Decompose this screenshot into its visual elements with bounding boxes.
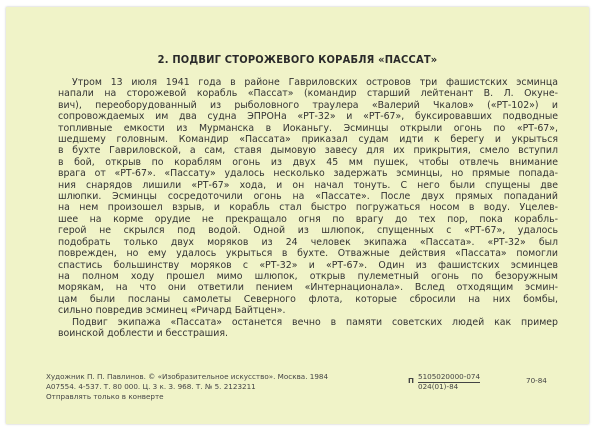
text-line: сильно повредив эсминец «Ричард Байтцен».	[58, 305, 286, 317]
imprint-artist: Художник П. П. Павлинов. © «Изобразительное искусство». Москва. 1984	[46, 372, 329, 381]
text-line: ния снарядов лишили «РТ-67» хода, и он начал тонуть. С него были спущены две	[58, 179, 558, 191]
text-line: цам были посланы самолеты Северного флота, которые сбросили на них бомбы,	[58, 293, 558, 305]
postcard	[6, 7, 589, 424]
text-line: шее на корме орудие не прекращало огня по врагу до тех пор, пока корабль-	[58, 213, 558, 225]
text-line: морякам, на что они ответили пением «Интернационала». Вслед отходящим эсмин-	[58, 282, 558, 294]
text-line: врага от «РТ-67». «Пассату» удалось несколько задержать эсминцы, но прямые попада-	[58, 168, 558, 180]
card-title: 2. ПОДВИГ СТОРОЖЕВОГО КОРАБЛЯ «ПАССАТ»	[157, 53, 438, 66]
text-line: шлюпки. Эсминцы сосредоточили огонь на «Пассате». После двух прямых попаданий	[58, 191, 558, 203]
text-line: подобрать только двух моряков из 24 человек экипажа «Пассата». «РТ-32» был	[58, 236, 558, 248]
text-line: напали на сторожевой корабль «Пассат» (командир старший лейтенант В. Л. Окуне-	[58, 88, 558, 100]
text-line: топливные емкости из Мурманска в Иоканьгу. Эсминцы открыли огонь по «РТ-67»,	[58, 122, 558, 134]
code-denominator: 024(01)-84	[418, 382, 459, 391]
text-line: вич), переоборудованный из рыболовного траулера «Валерий Чкалов» («РТ-102») и	[58, 99, 558, 111]
code-letter: П	[408, 376, 415, 385]
text-line: в бой, открыв по кораблям огонь из двух 45 мм пушек, чтобы отвлечь внимание	[58, 156, 558, 168]
text-line: на полном ходу прошел мимо шлюпок, открыв пулеметный огонь по безоружным	[58, 270, 558, 282]
text-line: Подвиг экипажа «Пассата» останется вечно в памяти советских людей как пример	[72, 316, 558, 328]
text-line: спастись большинству моряков с «РТ-32» и «РТ-67». Один из фашистских эсминцев	[58, 259, 558, 271]
text-line: воинской доблести и бесстрашия.	[58, 327, 228, 339]
code-numerator: 5105020000-074	[418, 372, 481, 381]
imprint-print-info: А07554. 4-537. Т. 80 000. Ц. 3 к. З. 968. Т. № 5. 2123211	[46, 382, 256, 391]
code-suffix: 70-84	[526, 376, 547, 385]
text-line: шедшему головным. Командир «Пассата» приказал судам идти к берегу и укрыться	[58, 134, 558, 146]
text-line: на нем произошел взрыв, и корабль стал быстро погружаться носом в воду. Уцелев-	[58, 202, 558, 214]
imprint-block	[46, 372, 328, 402]
text-line: сопровождаемых им два судна ЭПРОНа «РТ-32» и «РТ-67», буксировавших подводные	[58, 111, 558, 123]
text-line: поврежден, но ему удалось укрыться в бухте. Отважные действия «Пассата» помогли	[58, 248, 558, 260]
imprint-send-note: Отправлять только в конверте	[46, 392, 164, 401]
story-text	[58, 77, 558, 339]
text-line: Утром 13 июля 1941 года в районе Гавриловских островов три фашистских эсминца	[72, 77, 558, 88]
text-line: герой не скрылся под водой. Одной из шлюпок, спущенных с «РТ-67», удалось	[58, 225, 558, 237]
text-line: в бухте Гавриловской, а сам, ставя дымовую завесу для их прикрытия, смело вступил	[58, 145, 558, 157]
